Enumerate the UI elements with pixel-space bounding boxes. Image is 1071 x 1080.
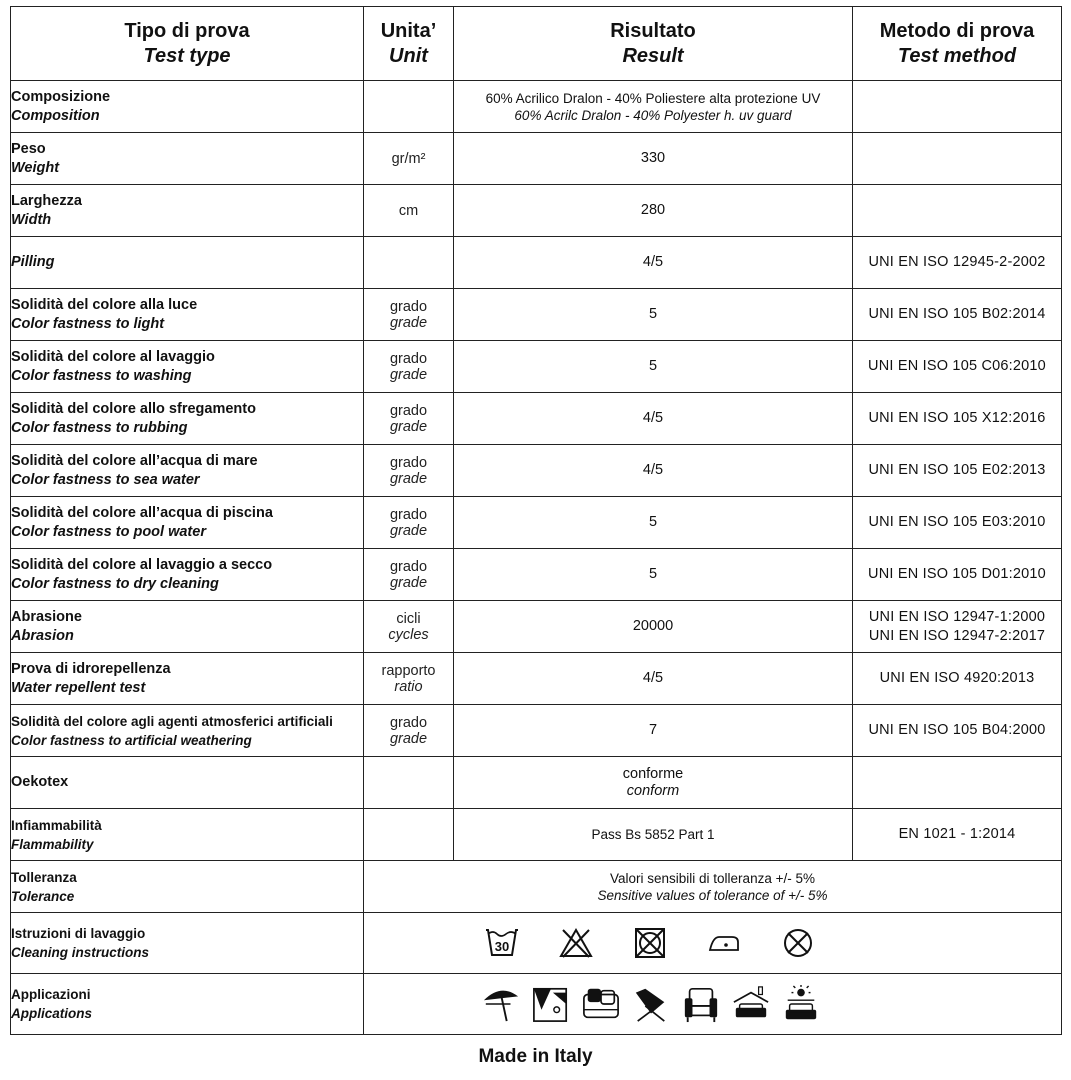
method-cell: UNI EN ISO 105 X12:2016 (853, 393, 1062, 445)
unit-cell: grado grade (364, 549, 454, 601)
umbrella-icon (482, 984, 520, 1024)
row-water-repellent (11, 653, 1062, 705)
unit-cell (364, 237, 454, 289)
test-type-cell: Pilling (11, 237, 364, 289)
unit-cell: grado grade (364, 497, 454, 549)
row-flammability (11, 809, 1062, 861)
row-applications (11, 974, 1062, 1035)
header-test-method: Metodo di prova Test method (853, 7, 1062, 81)
result-cell: 7 (454, 705, 853, 757)
row-color-fastness-pool-water (11, 497, 1062, 549)
row-color-fastness-light (11, 289, 1062, 341)
unit-cell: rapporto ratio (364, 653, 454, 705)
method-cell: UNI EN ISO 105 D01:2010 (853, 549, 1062, 601)
result-cell: 20000 (454, 601, 853, 653)
method-cell (853, 81, 1062, 133)
unit-cell: cicli cycles (364, 601, 454, 653)
test-type-cell: Solidità del colore al lavaggio a secco Color fastness to dry cleaning (11, 549, 364, 601)
method-cell (853, 185, 1062, 237)
method-cell: UNI EN ISO 105 E02:2013 (853, 445, 1062, 497)
method-cell (853, 757, 1062, 809)
test-type-cell: Istruzioni di lavaggio Cleaning instructions (11, 913, 364, 974)
row-color-fastness-rubbing (11, 393, 1062, 445)
method-cell: UNI EN ISO 105 B04:2000 (853, 705, 1062, 757)
result-cell: 5 (454, 341, 853, 393)
unit-cell: grado grade (364, 393, 454, 445)
unit-cell (364, 757, 454, 809)
row-pilling (11, 237, 1062, 289)
unit-cell: grado grade (364, 705, 454, 757)
test-type-cell: Oekotex (11, 757, 364, 809)
row-color-fastness-sea-water (11, 445, 1062, 497)
test-type-cell: Applicazioni Applications (11, 974, 364, 1035)
result-cell: 5 (454, 497, 853, 549)
test-type-cell: Solidità del colore allo sfregamento Color fastness to rubbing (11, 393, 364, 445)
result-cell: 4/5 (454, 445, 853, 497)
svg-text:30: 30 (494, 939, 510, 954)
test-type-cell: Tolleranza Tolerance (11, 861, 364, 913)
row-tolerance (11, 861, 1062, 913)
result-cell: 4/5 (454, 237, 853, 289)
footer-made-in-italy: Made in Italy (478, 1046, 593, 1067)
unit-cell: cm (364, 185, 454, 237)
test-type-cell: Infiammabilità Flammability (11, 809, 364, 861)
row-abrasion (11, 601, 1062, 653)
application-icons-cell (364, 974, 1062, 1035)
method-cell: UNI EN ISO 4920:2013 (853, 653, 1062, 705)
result-cell: 5 (454, 549, 853, 601)
no-dry-clean-icon (780, 926, 816, 960)
test-type-cell: Abrasione Abrasion (11, 601, 364, 653)
sun-sofa-icon (782, 984, 820, 1024)
result-cell: conforme conform (454, 757, 853, 809)
header-row (11, 7, 1062, 81)
unit-cell: gr/m² (364, 133, 454, 185)
armchair-icon (682, 984, 720, 1024)
awning-icon (532, 984, 570, 1024)
test-type-cell: Peso Weight (11, 133, 364, 185)
test-type-cell: Solidità del colore alla luce Color fastness to light (11, 289, 364, 341)
deckchair-icon (632, 984, 670, 1024)
test-type-cell: Solidità del colore agli agenti atmosferici artificiali Color fastness to artificial weathering (11, 705, 364, 757)
result-cell: 330 (454, 133, 853, 185)
method-cell: UNI EN ISO 12945-2-2002 (853, 237, 1062, 289)
method-cell: UNI EN ISO 105 C06:2010 (853, 341, 1062, 393)
no-bleach-icon (558, 926, 594, 960)
unit-cell (364, 809, 454, 861)
unit-cell: grado grade (364, 289, 454, 341)
cushions-icon (582, 984, 620, 1024)
method-cell: EN 1021 - 1:2014 (853, 809, 1062, 861)
row-color-fastness-washing (11, 341, 1062, 393)
iron-low-icon (706, 926, 742, 960)
method-cell: UNI EN ISO 105 B02:2014 (853, 289, 1062, 341)
result-cell: 280 (454, 185, 853, 237)
result-cell: 60% Acrilico Dralon - 40% Poliestere alta protezione UV 60% Acrilc Dralon - 40% Polyester h. uv guard (454, 81, 853, 133)
method-cell: UNI EN ISO 105 E03:2010 (853, 497, 1062, 549)
header-unit: Unita’ Unit (364, 7, 454, 81)
test-type-cell: Larghezza Width (11, 185, 364, 237)
header-test-type: Tipo di prova Test type (11, 7, 364, 81)
unit-cell: grado grade (364, 445, 454, 497)
row-weight (11, 133, 1062, 185)
row-artificial-weathering (11, 705, 1062, 757)
test-type-cell: Composizione Composition (11, 81, 364, 133)
specification-table (10, 6, 1062, 1035)
header-result: Risultato Result (454, 7, 853, 81)
row-cleaning-instructions (11, 913, 1062, 974)
roof-sofa-icon (732, 984, 770, 1024)
result-cell: 5 (454, 289, 853, 341)
tolerance-cell: Valori sensibili di tolleranza +/- 5% Sensitive values of tolerance of +/- 5% (364, 861, 1062, 913)
row-width (11, 185, 1062, 237)
method-cell: UNI EN ISO 12947-1:2000 UNI EN ISO 12947-2:2017 (853, 601, 1062, 653)
test-type-cell: Solidità del colore al lavaggio Color fastness to washing (11, 341, 364, 393)
test-type-cell: Prova di idrorepellenza Water repellent test (11, 653, 364, 705)
unit-cell: grado grade (364, 341, 454, 393)
row-composition (11, 81, 1062, 133)
method-cell (853, 133, 1062, 185)
test-type-cell: Solidità del colore all’acqua di piscina Color fastness to pool water (11, 497, 364, 549)
row-color-fastness-dry-cleaning (11, 549, 1062, 601)
unit-cell (364, 81, 454, 133)
wash-30-icon (484, 926, 520, 960)
no-tumble-dry-icon (632, 926, 668, 960)
test-type-cell: Solidità del colore all’acqua di mare Color fastness to sea water (11, 445, 364, 497)
result-cell: 4/5 (454, 653, 853, 705)
care-icons-cell (364, 913, 1062, 974)
result-cell: 4/5 (454, 393, 853, 445)
result-cell: Pass Bs 5852 Part 1 (454, 809, 853, 861)
row-oekotex (11, 757, 1062, 809)
